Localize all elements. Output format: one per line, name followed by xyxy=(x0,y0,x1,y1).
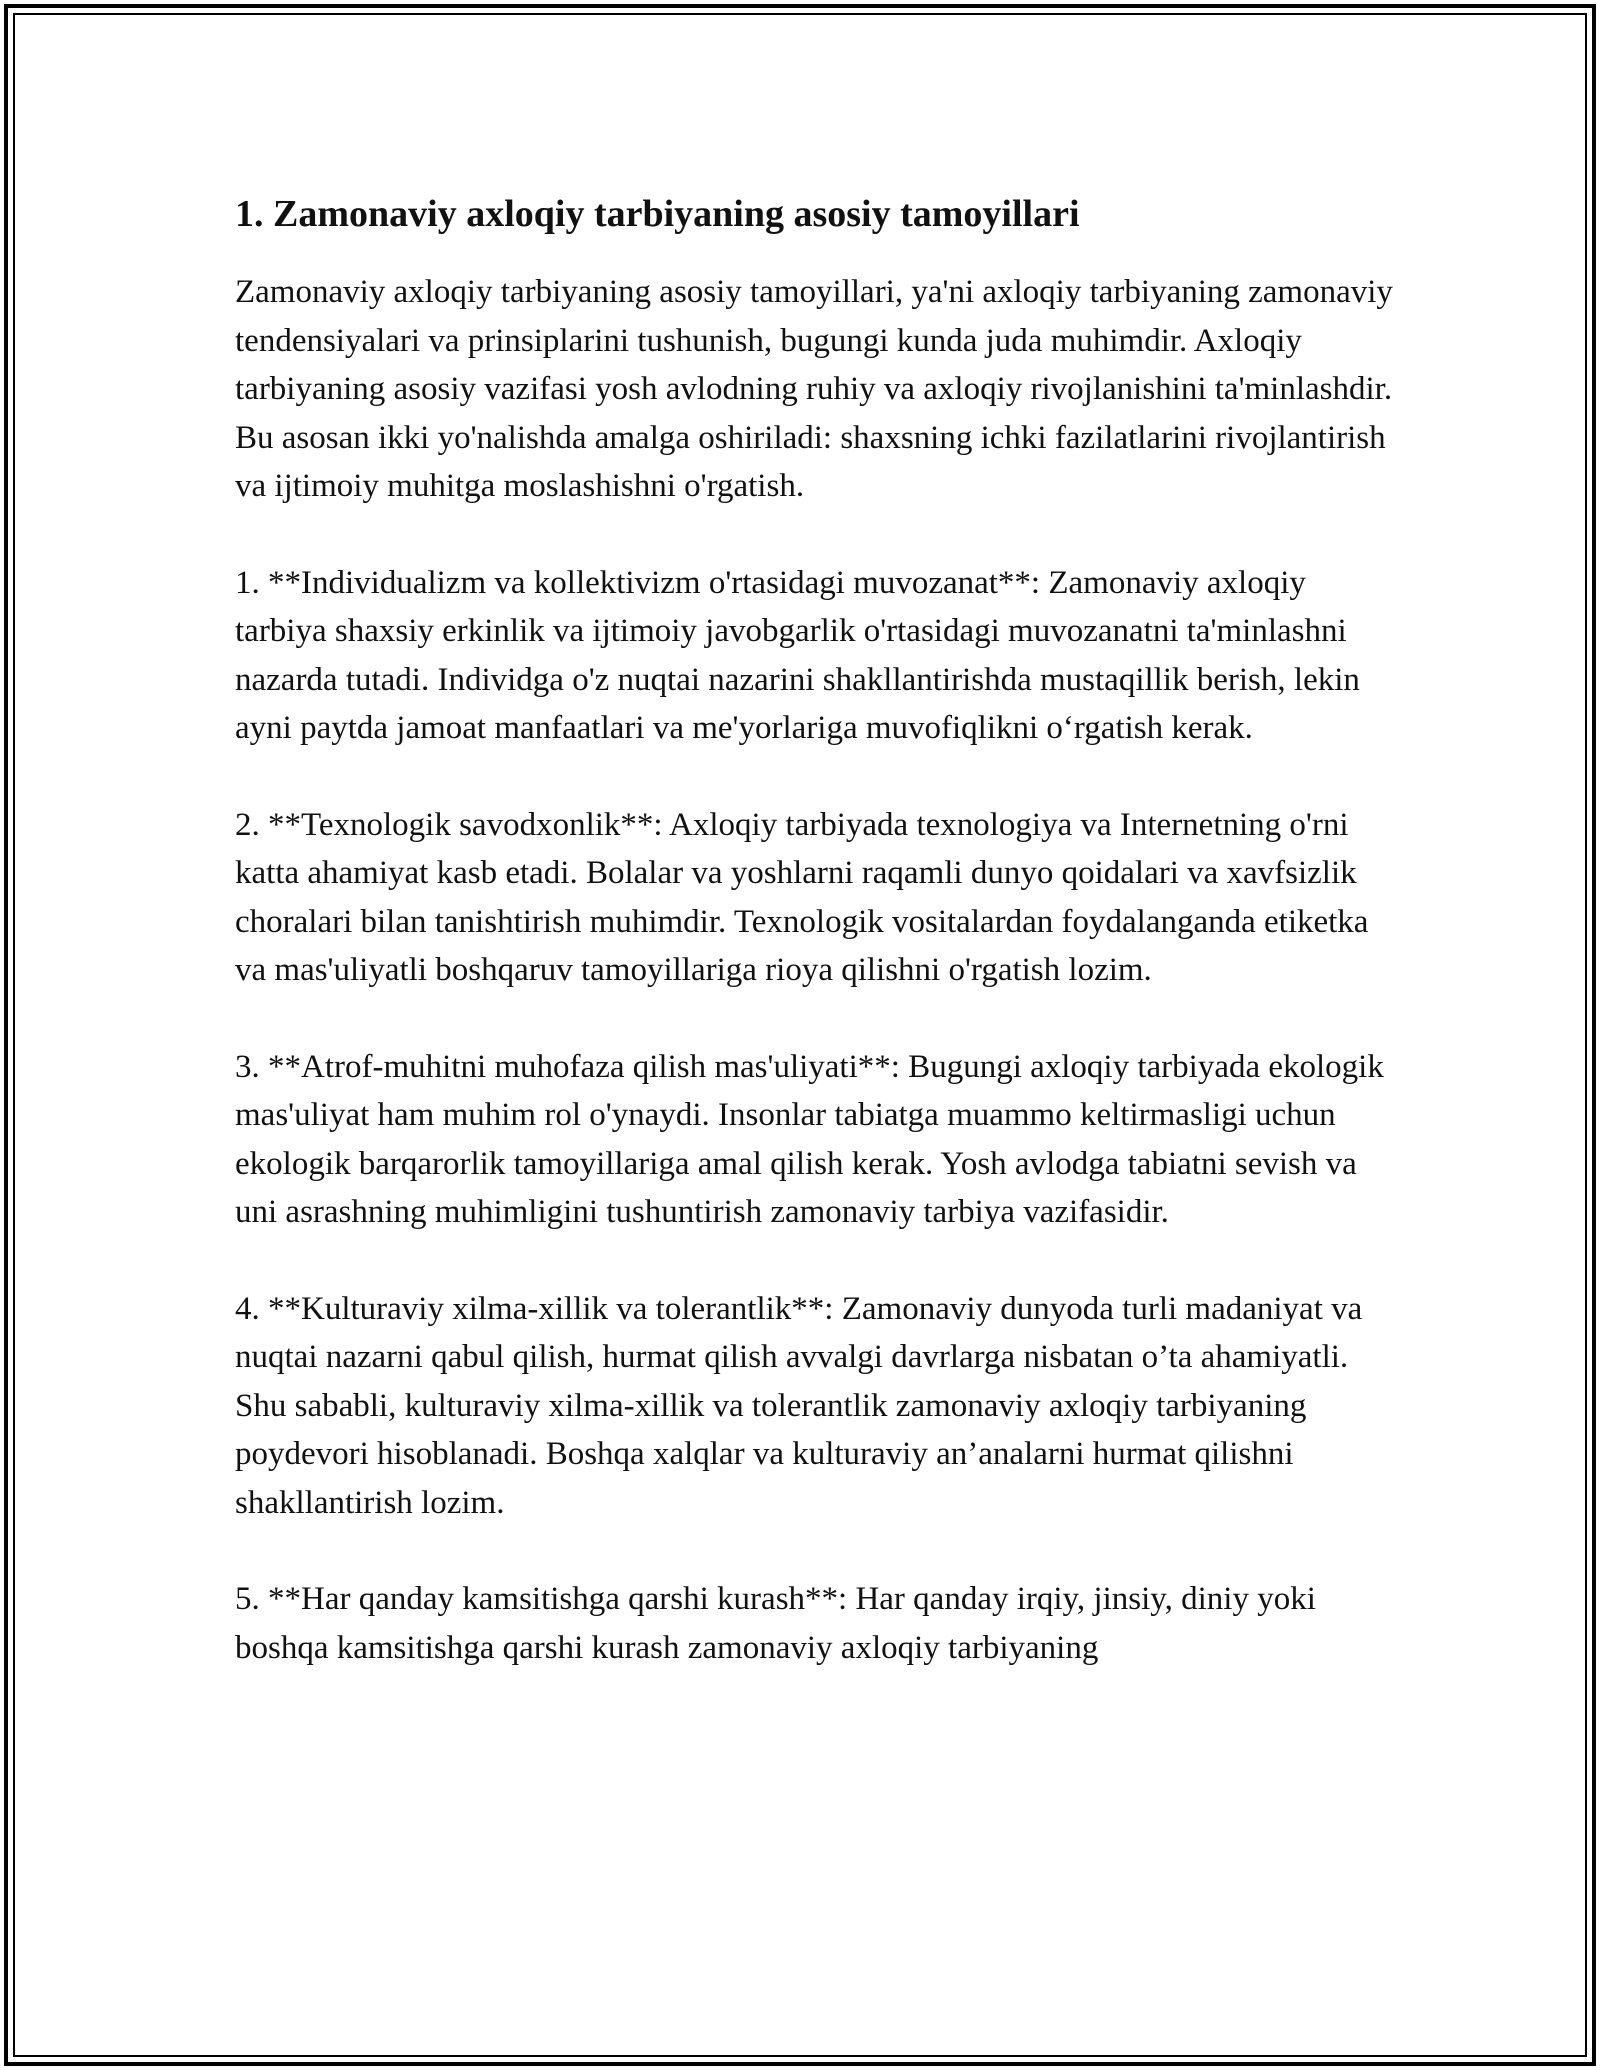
principle-paragraph-4: 4. **Kulturaviy xilma-xillik va tolerantlik**: Zamonaviy dunyoda turli madaniyat va nuqtai nazarni qabul qilish, hurmat qilish avvalgi davrlarga nisbatan o’ta ahamiyatli. Shu sababli, kulturaviy xilma-xillik va tolerantlik zamonaviy axloqiy tarbiyaning poydevori hisoblanadi. Boshqa xalqlar va kulturaviy an’analarni hurmat qilishni shakllantirish lozim. xyxy=(235,1290,1363,1521)
section-heading: 1. Zamonaviy axloqiy tarbiyaning asosiy tamoyillari xyxy=(235,193,1080,235)
document-body xyxy=(235,186,1395,1720)
principle-paragraph-5: 5. **Har qanday kamsitishga qarshi kurash**: Har qanday irqiy, jinsiy, diniy yoki boshqa kamsitishga qarshi kurash zamonaviy axloqiy tarbiyaning xyxy=(235,1581,1316,1666)
principle-paragraph-3: 3. **Atrof-muhitni muhofaza qilish mas'uliyati**: Bugungi axloqiy tarbiyada ekologik mas'uliyat ham muhim rol o'ynaydi. Insonlar tabiatga muammo keltirmasligi uchun ekologik barqarorlik tamoyillariga amal qilish kerak. Yosh avlodga tabiatni sevish va uni asrashning muhimligini tushuntirish zamonaviy tarbiya vazifasidir. xyxy=(235,1048,1384,1230)
intro-paragraph: Zamonaviy axloqiy tarbiyaning asosiy tamoyillari, ya'ni axloqiy tarbiyaning zamonaviy tendensiyalari va prinsiplarini tushunish, bugungi kunda juda muhimdir. Axloqiy tarbiyaning asosiy vazifasi yosh avlodning ruhiy va axloqiy rivojlanishini ta'minlashdir. Bu asosan ikki yo'nalishda amalga oshiriladi: shaxsning ichki fazilatlarini rivojlantirish va ijtimoiy muhitga moslashishni o'rgatish. xyxy=(235,274,1393,504)
principle-paragraph-1: 1. **Individualizm va kollektivizm o'rtasidagi muvozanat**: Zamonaviy axloqiy tarbiya shaxsiy erkinlik va ijtimoiy javobgarlik o'rtasidagi muvozanatni ta'minlashni nazarda tutadi. Individga o'z nuqtai nazarini shakllantirishda mustaqillik berish, lekin ayni paytda jamoat manfaatlari va me'yorlariga muvofiqlikni o‘rgatish kerak. xyxy=(235,564,1360,746)
principle-paragraph-2: 2. **Texnologik savodxonlik**: Axloqiy tarbiyada texnologiya va Internetning o'rni katta ahamiyat kasb etadi. Bolalar va yoshlarni raqamli dunyo qoidalari va xavfsizlik choralari bilan tanishtirish muhimdir. Texnologik vositalardan foydalanganda etiketka va mas'uliyatli boshqaruv tamoyillariga rioya qilishni o'rgatish lozim. xyxy=(235,806,1369,988)
